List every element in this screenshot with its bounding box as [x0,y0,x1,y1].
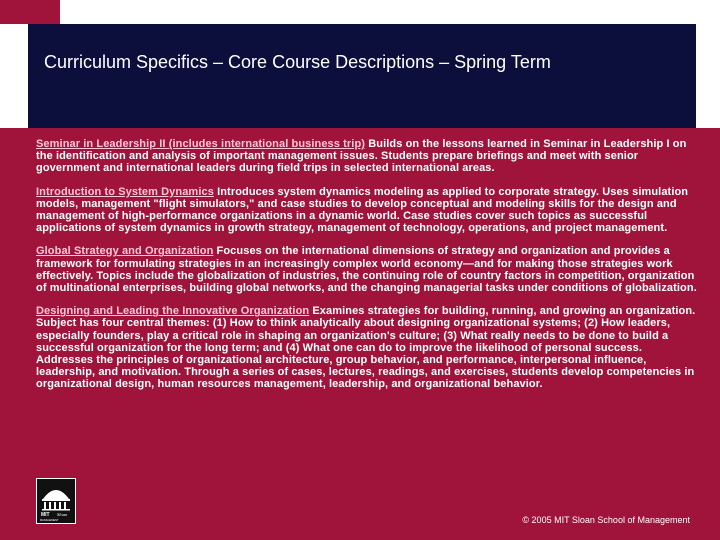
copyright-footer: © 2005 MIT Sloan School of Management [522,515,690,525]
logo-management-text: MANAGEMENT [40,519,59,522]
title-bar [28,24,696,128]
logo-mit-text: MIT [41,512,50,518]
course-item [36,138,700,175]
slide-title: Curriculum Specifics – Core Course Descriptions – Spring Term [44,52,551,72]
corner-accent [0,0,60,24]
course-description: Builds on the lessons learned in Seminar in Leadership I on the identification and analysis of important management issues. Students prepare briefings and meet with senior government and international leaders during field trips in selected international areas. [36,138,687,175]
logo-sloan-text: Sloan [57,512,68,517]
course-link-global-strategy[interactable]: Global Strategy and Organization [36,245,214,258]
course-item [36,305,700,390]
course-item [36,186,700,235]
course-link-innovative-organization[interactable]: Designing and Leading the Innovative Organization [36,305,310,318]
course-description: Focuses on the international dimensions of strategy and organization and provides a framework for formulating strategies in an increasingly complex world economy—and for making those strategies work effectively. Topics include the globalization of industries, the continuing role of country factors in competition, organization of multinational enterprises, building global networks, and the changing managerial tasks under conditions of globalization. [36,245,697,295]
course-description: Introduces system dynamics modeling as applied to corporate strategy. Uses simulation models, management "flight simulators," and case studies to develop conceptual and modeling skills for the design and management of high-performance organizations in a dynamic world. Case studies cover such topics as successful applications of system dynamics in growth strategy, management of technology, operations, and project management. [36,185,689,235]
course-list [36,138,700,402]
course-description: Examines strategies for building, running, and growing an organization. Subject has four central themes: (1) How to think analytically about designing organizational systems; (2) How leaders, especially founders, play a critical role in shaping an organization's culture; (3) What really needs to be done to build a successful organization for the long term; and (4) What one can do to improve the likelihood of personal success. Addresses the principles of organizational architecture, group behavior, and performance, interpersonal influence, leadership, and motivation. Through a series of cases, lectures, readings, and exercises, students develop competencies in organizational design, human resources management, leadership, and organizational behavior. [36,305,696,391]
course-item [36,245,700,294]
mit-sloan-logo [36,478,76,524]
mit-dome-icon [37,479,75,523]
course-link-system-dynamics[interactable]: Introduction to System Dynamics [36,185,214,198]
course-link-seminar-leadership-ii[interactable]: Seminar in Leadership II (includes international business trip) [36,138,366,150]
